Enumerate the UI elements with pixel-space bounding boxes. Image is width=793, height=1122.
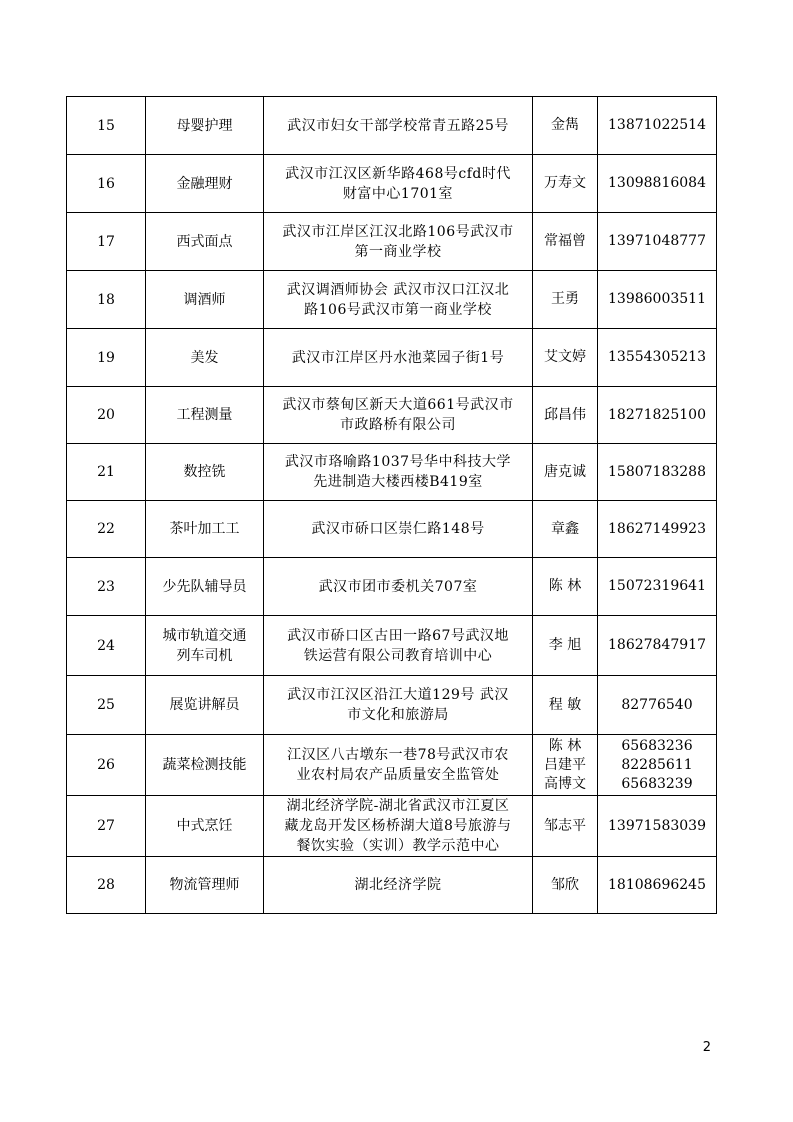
cell-address xyxy=(264,387,533,444)
page-number: 2 xyxy=(702,1040,711,1055)
cell-contact xyxy=(533,616,598,676)
cell-address-line: 武汉市蔡甸区新天大道661号武汉市 xyxy=(282,397,514,413)
cell-address-line: 武汉市江岸区江汉北路106号武汉市 xyxy=(282,223,514,240)
cell-phone xyxy=(598,735,717,796)
cell-address xyxy=(264,735,533,796)
cell-contact-line: 陈 林 xyxy=(548,737,582,754)
cell-phone-line: 18271825100 xyxy=(608,406,706,423)
cell-number: 20 xyxy=(67,387,146,444)
cell-phone xyxy=(598,558,717,616)
cell-contact xyxy=(533,857,598,914)
table-row xyxy=(67,676,717,735)
cell-phone xyxy=(598,857,717,914)
cell-address-line: 武汉市江汉区沿江大道129号 武汉 xyxy=(287,687,509,703)
cell-contact-line: 邹志平 xyxy=(544,817,586,834)
cell-skill-line: 茶叶加工工 xyxy=(169,521,240,537)
cell-address-line: 湖北经济学院-湖北省武汉市江夏区 xyxy=(286,798,510,814)
cell-number: 19 xyxy=(67,329,146,387)
cell-contact xyxy=(533,329,598,387)
cell-address xyxy=(264,676,533,735)
cell-contact xyxy=(533,213,598,271)
cell-skill-line: 展览讲解员 xyxy=(169,697,240,713)
cell-skill-line: 数控铣 xyxy=(183,464,226,480)
cell-address xyxy=(264,97,533,155)
cell-skill-line: 美发 xyxy=(190,349,219,366)
cell-skill xyxy=(146,796,264,857)
cell-phone xyxy=(598,271,717,329)
table-row xyxy=(67,97,717,155)
cell-phone-line: 15807183288 xyxy=(608,463,706,480)
cell-contact-line: 章鑫 xyxy=(551,520,579,537)
cell-number: 23 xyxy=(67,558,146,616)
cell-skill-line: 城市轨道交通 xyxy=(162,627,247,644)
cell-address xyxy=(264,857,533,914)
cell-skill xyxy=(146,676,264,735)
cell-skill-line: 西式面点 xyxy=(176,233,233,250)
cell-number: 27 xyxy=(67,796,146,857)
cell-phone xyxy=(598,155,717,213)
cell-skill-line: 列车司机 xyxy=(176,647,233,664)
cell-phone-line: 13971583039 xyxy=(608,817,706,834)
cell-address-line: 武汉市江汉区新华路468号cfd时代 xyxy=(285,165,511,182)
table-row xyxy=(67,616,717,676)
table-row xyxy=(67,271,717,329)
cell-phone-line: 18108696245 xyxy=(608,876,706,893)
cell-address-line: 武汉市团市委机关707室 xyxy=(318,578,478,595)
cell-number: 24 xyxy=(67,616,146,676)
cell-skill xyxy=(146,213,264,271)
table-row xyxy=(67,155,717,213)
cell-contact-line: 李 旭 xyxy=(548,637,582,653)
cell-address-line: 江汉区八古墩东一巷78号武汉市农 xyxy=(287,747,509,763)
cell-number: 22 xyxy=(67,501,146,558)
cell-number: 21 xyxy=(67,444,146,501)
cell-address-line: 武汉市江岸区丹水池菜园子街1号 xyxy=(291,349,505,366)
cell-address xyxy=(264,444,533,501)
cell-skill xyxy=(146,155,264,213)
cell-address xyxy=(264,155,533,213)
cell-phone-line: 13871022514 xyxy=(608,117,706,133)
cell-phone xyxy=(598,616,717,676)
cell-phone xyxy=(598,444,717,501)
cell-phone-line: 65683236 xyxy=(621,737,693,754)
cell-phone-line: 13554305213 xyxy=(608,349,706,365)
cell-skill-line: 母婴护理 xyxy=(176,117,233,134)
cell-contact xyxy=(533,796,598,857)
cell-address xyxy=(264,796,533,857)
table-row xyxy=(67,796,717,857)
cell-contact-line: 高博文 xyxy=(544,775,586,792)
cell-skill xyxy=(146,387,264,444)
cell-phone-line: 13971048777 xyxy=(608,233,706,249)
table-row xyxy=(67,735,717,796)
cell-contact-line: 邱昌伟 xyxy=(544,406,586,423)
cell-phone xyxy=(598,796,717,857)
cell-contact xyxy=(533,676,598,735)
cell-skill xyxy=(146,558,264,616)
cell-phone xyxy=(598,97,717,155)
cell-skill xyxy=(146,444,264,501)
cell-contact xyxy=(533,558,598,616)
table-row xyxy=(67,444,717,501)
cell-address-line: 武汉市妇女干部学校常青五路25号 xyxy=(287,117,509,134)
cell-number: 26 xyxy=(67,735,146,796)
cell-number: 25 xyxy=(67,676,146,735)
cell-address-line: 先进制造大楼西楼B419室 xyxy=(313,474,483,490)
cell-address xyxy=(264,329,533,387)
cell-address-line: 路106号武汉市第一商业学校 xyxy=(304,301,492,318)
cell-contact-line: 常福曾 xyxy=(544,233,586,249)
cell-phone-line: 82285611 xyxy=(621,756,693,773)
cell-skill-line: 少先队辅导员 xyxy=(162,578,247,595)
cell-skill-line: 物流管理师 xyxy=(169,877,240,893)
cell-phone-line: 82776540 xyxy=(621,696,693,713)
cell-phone-line: 65683239 xyxy=(621,775,693,792)
cell-address-line: 武汉市硚口区崇仁路148号 xyxy=(311,521,485,537)
cell-address-line: 财富中心1701室 xyxy=(342,185,454,202)
cell-address-line: 第一商业学校 xyxy=(354,243,442,260)
cell-phone xyxy=(598,329,717,387)
cell-contact xyxy=(533,155,598,213)
cell-skill xyxy=(146,501,264,558)
cell-phone-line: 18627149923 xyxy=(608,520,706,537)
cell-contact-line: 唐克诚 xyxy=(544,463,586,480)
cell-phone xyxy=(598,213,717,271)
cell-number: 15 xyxy=(67,97,146,155)
cell-skill xyxy=(146,616,264,676)
cell-skill-line: 金融理财 xyxy=(176,175,233,192)
cell-address-line: 藏龙岛开发区杨桥湖大道8号旅游与 xyxy=(284,818,512,834)
table-body xyxy=(67,97,717,914)
cell-address-line: 武汉市硚口区古田一路67号武汉地 xyxy=(287,627,509,644)
table-row xyxy=(67,329,717,387)
table-row xyxy=(67,213,717,271)
cell-address-line: 武汉调酒师协会 武汉市汉口江汉北 xyxy=(286,281,510,298)
cell-phone xyxy=(598,387,717,444)
cell-address xyxy=(264,616,533,676)
cell-address-line: 餐饮实验（实训）教学示范中心 xyxy=(296,838,500,854)
cell-address xyxy=(264,558,533,616)
cell-skill xyxy=(146,97,264,155)
cell-contact-line: 吕建平 xyxy=(544,756,586,773)
table-row xyxy=(67,501,717,558)
cell-contact-line: 陈 林 xyxy=(548,578,582,594)
cell-skill xyxy=(146,735,264,796)
cell-skill-line: 蔬菜检测技能 xyxy=(162,757,247,773)
cell-phone-line: 13986003511 xyxy=(608,291,706,307)
cell-phone-line: 18627847917 xyxy=(608,637,706,653)
cell-contact-line: 程 敏 xyxy=(548,696,582,713)
cell-address xyxy=(264,271,533,329)
table-row xyxy=(67,558,717,616)
cell-contact-line: 邹欣 xyxy=(551,876,579,893)
cell-address xyxy=(264,213,533,271)
table-row xyxy=(67,387,717,444)
cell-skill-line: 中式烹饪 xyxy=(176,818,233,834)
cell-contact xyxy=(533,501,598,558)
cell-contact-line: 万寿文 xyxy=(544,175,586,191)
cell-number: 28 xyxy=(67,857,146,914)
cell-address-line: 业农村局农产品质量安全监管处 xyxy=(296,767,500,783)
cell-skill xyxy=(146,329,264,387)
cell-address-line: 市政路桥有限公司 xyxy=(340,417,456,433)
cell-phone-line: 13098816084 xyxy=(608,175,706,191)
cell-contact-line: 艾文婷 xyxy=(544,349,586,365)
cell-address-line: 铁运营有限公司教育培训中心 xyxy=(303,647,493,664)
cell-contact xyxy=(533,271,598,329)
cell-number: 16 xyxy=(67,155,146,213)
cell-address-line: 湖北经济学院 xyxy=(354,877,442,893)
table-row xyxy=(67,857,717,914)
cell-contact xyxy=(533,444,598,501)
cell-address-line: 市文化和旅游局 xyxy=(347,707,449,723)
cell-contact-line: 金雋 xyxy=(551,117,579,133)
cell-number: 17 xyxy=(67,213,146,271)
cell-skill xyxy=(146,271,264,329)
cell-contact xyxy=(533,735,598,796)
cell-address-line: 武汉市珞喻路1037号华中科技大学 xyxy=(284,454,512,470)
cell-address xyxy=(264,501,533,558)
cell-phone xyxy=(598,501,717,558)
cell-number: 18 xyxy=(67,271,146,329)
cell-contact-line: 王勇 xyxy=(551,291,579,307)
cell-skill xyxy=(146,857,264,914)
cell-skill-line: 调酒师 xyxy=(183,291,226,308)
cell-contact xyxy=(533,387,598,444)
cell-phone xyxy=(598,676,717,735)
cell-contact xyxy=(533,97,598,155)
training-contact-table xyxy=(66,96,717,914)
cell-skill-line: 工程测量 xyxy=(176,407,233,423)
cell-phone-line: 15072319641 xyxy=(608,578,706,594)
